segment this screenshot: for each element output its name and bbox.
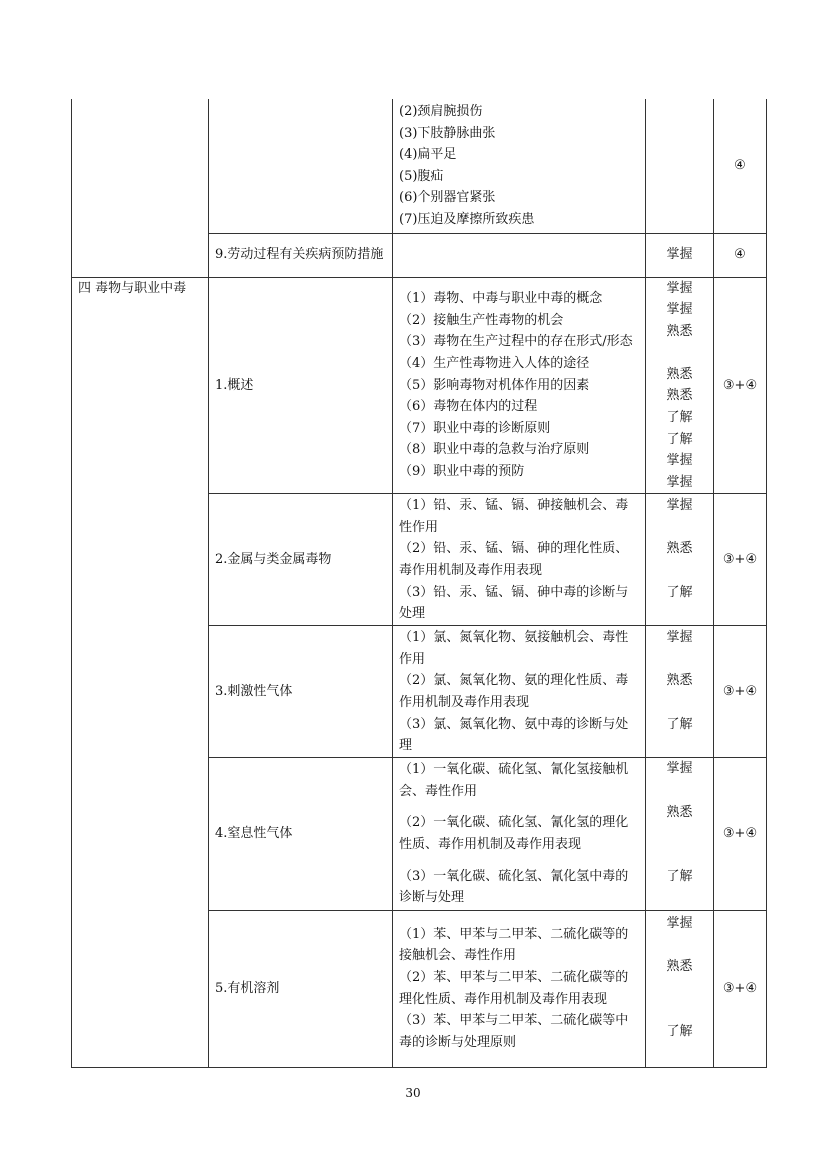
content-item: （1）铅、汞、锰、镉、砷接触机会、毒性作用: [399, 498, 629, 535]
requirement-value: 掌握: [666, 498, 693, 514]
content-item: （6）毒物在体内的过程: [399, 399, 538, 415]
requirement-value: 掌握: [666, 761, 693, 777]
content-cell: [393, 233, 646, 277]
content-item: （8）职业中毒的急救与治疗原则: [399, 442, 590, 458]
level-cell: ④: [714, 99, 767, 233]
requirement-value: 了解: [666, 1023, 693, 1039]
content-item: （3）铅、汞、锰、镉、砷中毒的诊断与处理: [399, 584, 629, 622]
level-cell: ③+④: [714, 494, 767, 626]
content-item: (3)下肢静脉曲张: [399, 125, 496, 141]
level-cell: ③+④: [714, 626, 767, 758]
requirement-cell: [646, 910, 714, 1067]
content-item: （3）一氧化碳、硫化氢、氰化氢中毒的诊断与处理: [399, 868, 629, 906]
requirement-value: 熟悉: [666, 959, 693, 975]
requirement-cell: 掌握: [646, 233, 714, 277]
topic-cell: 5.有机溶剂: [209, 910, 393, 1067]
unit-cell-continued: [72, 99, 209, 277]
content-cell: [393, 910, 646, 1067]
requirement-value: 掌握: [666, 302, 693, 318]
requirement-value: 熟悉: [666, 323, 693, 339]
content-item: (5)腹疝: [399, 168, 444, 184]
requirement-value: 了解: [666, 716, 693, 732]
requirement-value: 了解: [666, 584, 693, 600]
unit-title-cell: [72, 277, 209, 1067]
content-item: （1）毒物、中毒与职业中毒的概念: [399, 291, 603, 307]
content-item: （1）苯、甲苯与二甲苯、二硫化碳等的接触机会、毒性作用: [399, 926, 629, 964]
content-item: （2）苯、甲苯与二甲苯、二硫化碳等的理化性质、毒作用机制及毒作用表现: [399, 970, 629, 1007]
page-number: 30: [405, 1086, 421, 1100]
requirement-value: 熟悉: [666, 541, 693, 557]
level-cell: ③+④: [714, 277, 767, 494]
topic-cell: 1.概述: [209, 277, 393, 494]
requirement-cell: [646, 277, 714, 494]
requirement-value: 掌握: [666, 453, 693, 469]
requirement-value: 了解: [666, 431, 693, 447]
requirement-value: 熟悉: [666, 804, 693, 820]
topic-label: 9.劳动过程有关疾病预防措施: [215, 247, 384, 263]
content-item: （3）苯、甲苯与二甲苯、二硫化碳等中毒的诊断与处理原则: [399, 1013, 629, 1050]
content-item: (7)压迫及摩擦所致疾患: [399, 211, 535, 227]
requirement-value: 熟悉: [666, 388, 693, 404]
level-cell: ③+④: [714, 910, 767, 1067]
syllabus-table: [71, 99, 767, 1068]
topic-cell: 2.金属与类金属毒物: [209, 494, 393, 626]
table-row: [72, 99, 767, 233]
content-item: （2）接触生产性毒物的机会: [399, 312, 564, 328]
requirement-value: 熟悉: [666, 673, 693, 689]
content-item: （4）生产性毒物进入人体的途径: [399, 356, 590, 372]
content-item: （9）职业中毒的预防: [399, 464, 525, 480]
content-cell: [393, 626, 646, 758]
requirement-cell: [646, 99, 714, 233]
content-item: （1）一氧化碳、硫化氢、氰化氢接触机会、毒性作用: [399, 762, 629, 799]
topic-cell: 4.窒息性气体: [209, 758, 393, 910]
requirement-cell: [646, 758, 714, 910]
content-cell: [393, 494, 646, 626]
topic-cell-continued: [209, 99, 393, 233]
content-item: （2）一氧化碳、硫化氢、氰化氢的理化性质、毒作用机制及毒作用表现: [399, 815, 629, 853]
topic-cell: 3.刺激性气体: [209, 626, 393, 758]
content-item: （3）氯、氮氧化物、氨中毒的诊断与处理: [399, 716, 629, 754]
requirement-value: 掌握: [666, 474, 693, 490]
level-cell: ③+④: [714, 758, 767, 910]
content-item: （1）氯、氮氧化物、氨接触机会、毒性作用: [399, 630, 629, 667]
requirement-value: 掌握: [666, 280, 693, 296]
content-item: (2)颈肩腕损伤: [399, 103, 483, 119]
content-item: （2）氯、氮氧化物、氨的理化性质、毒作用机制及毒作用表现: [399, 673, 629, 710]
requirement-cell: [646, 626, 714, 758]
content-cell: [393, 99, 646, 233]
level-cell: ④: [714, 233, 767, 277]
content-item: (6)个别器官紧张: [399, 190, 496, 206]
requirement-value: 掌握: [666, 916, 693, 932]
requirement-value: 了解: [666, 869, 693, 885]
content-cell: [393, 277, 646, 494]
content-item: （3）毒物在生产过程中的存在形式/形态: [399, 334, 633, 350]
content-item: （2）铅、汞、锰、镉、砷的理化性质、毒作用机制及毒作用表现: [399, 541, 629, 578]
topic-cell: [209, 233, 393, 277]
table-row: [72, 277, 767, 494]
content-cell: [393, 758, 646, 910]
content-item: (4)扁平足: [399, 147, 457, 163]
unit-title: 四 毒物与职业中毒: [78, 280, 187, 296]
requirement-value: 了解: [666, 410, 693, 426]
requirement-cell: [646, 494, 714, 626]
content-item: （5）影响毒物对机体作用的因素: [399, 377, 590, 393]
requirement-value: 熟悉: [666, 366, 693, 382]
content-item: （7）职业中毒的诊断原则: [399, 420, 551, 436]
requirement-value: 掌握: [666, 630, 693, 646]
